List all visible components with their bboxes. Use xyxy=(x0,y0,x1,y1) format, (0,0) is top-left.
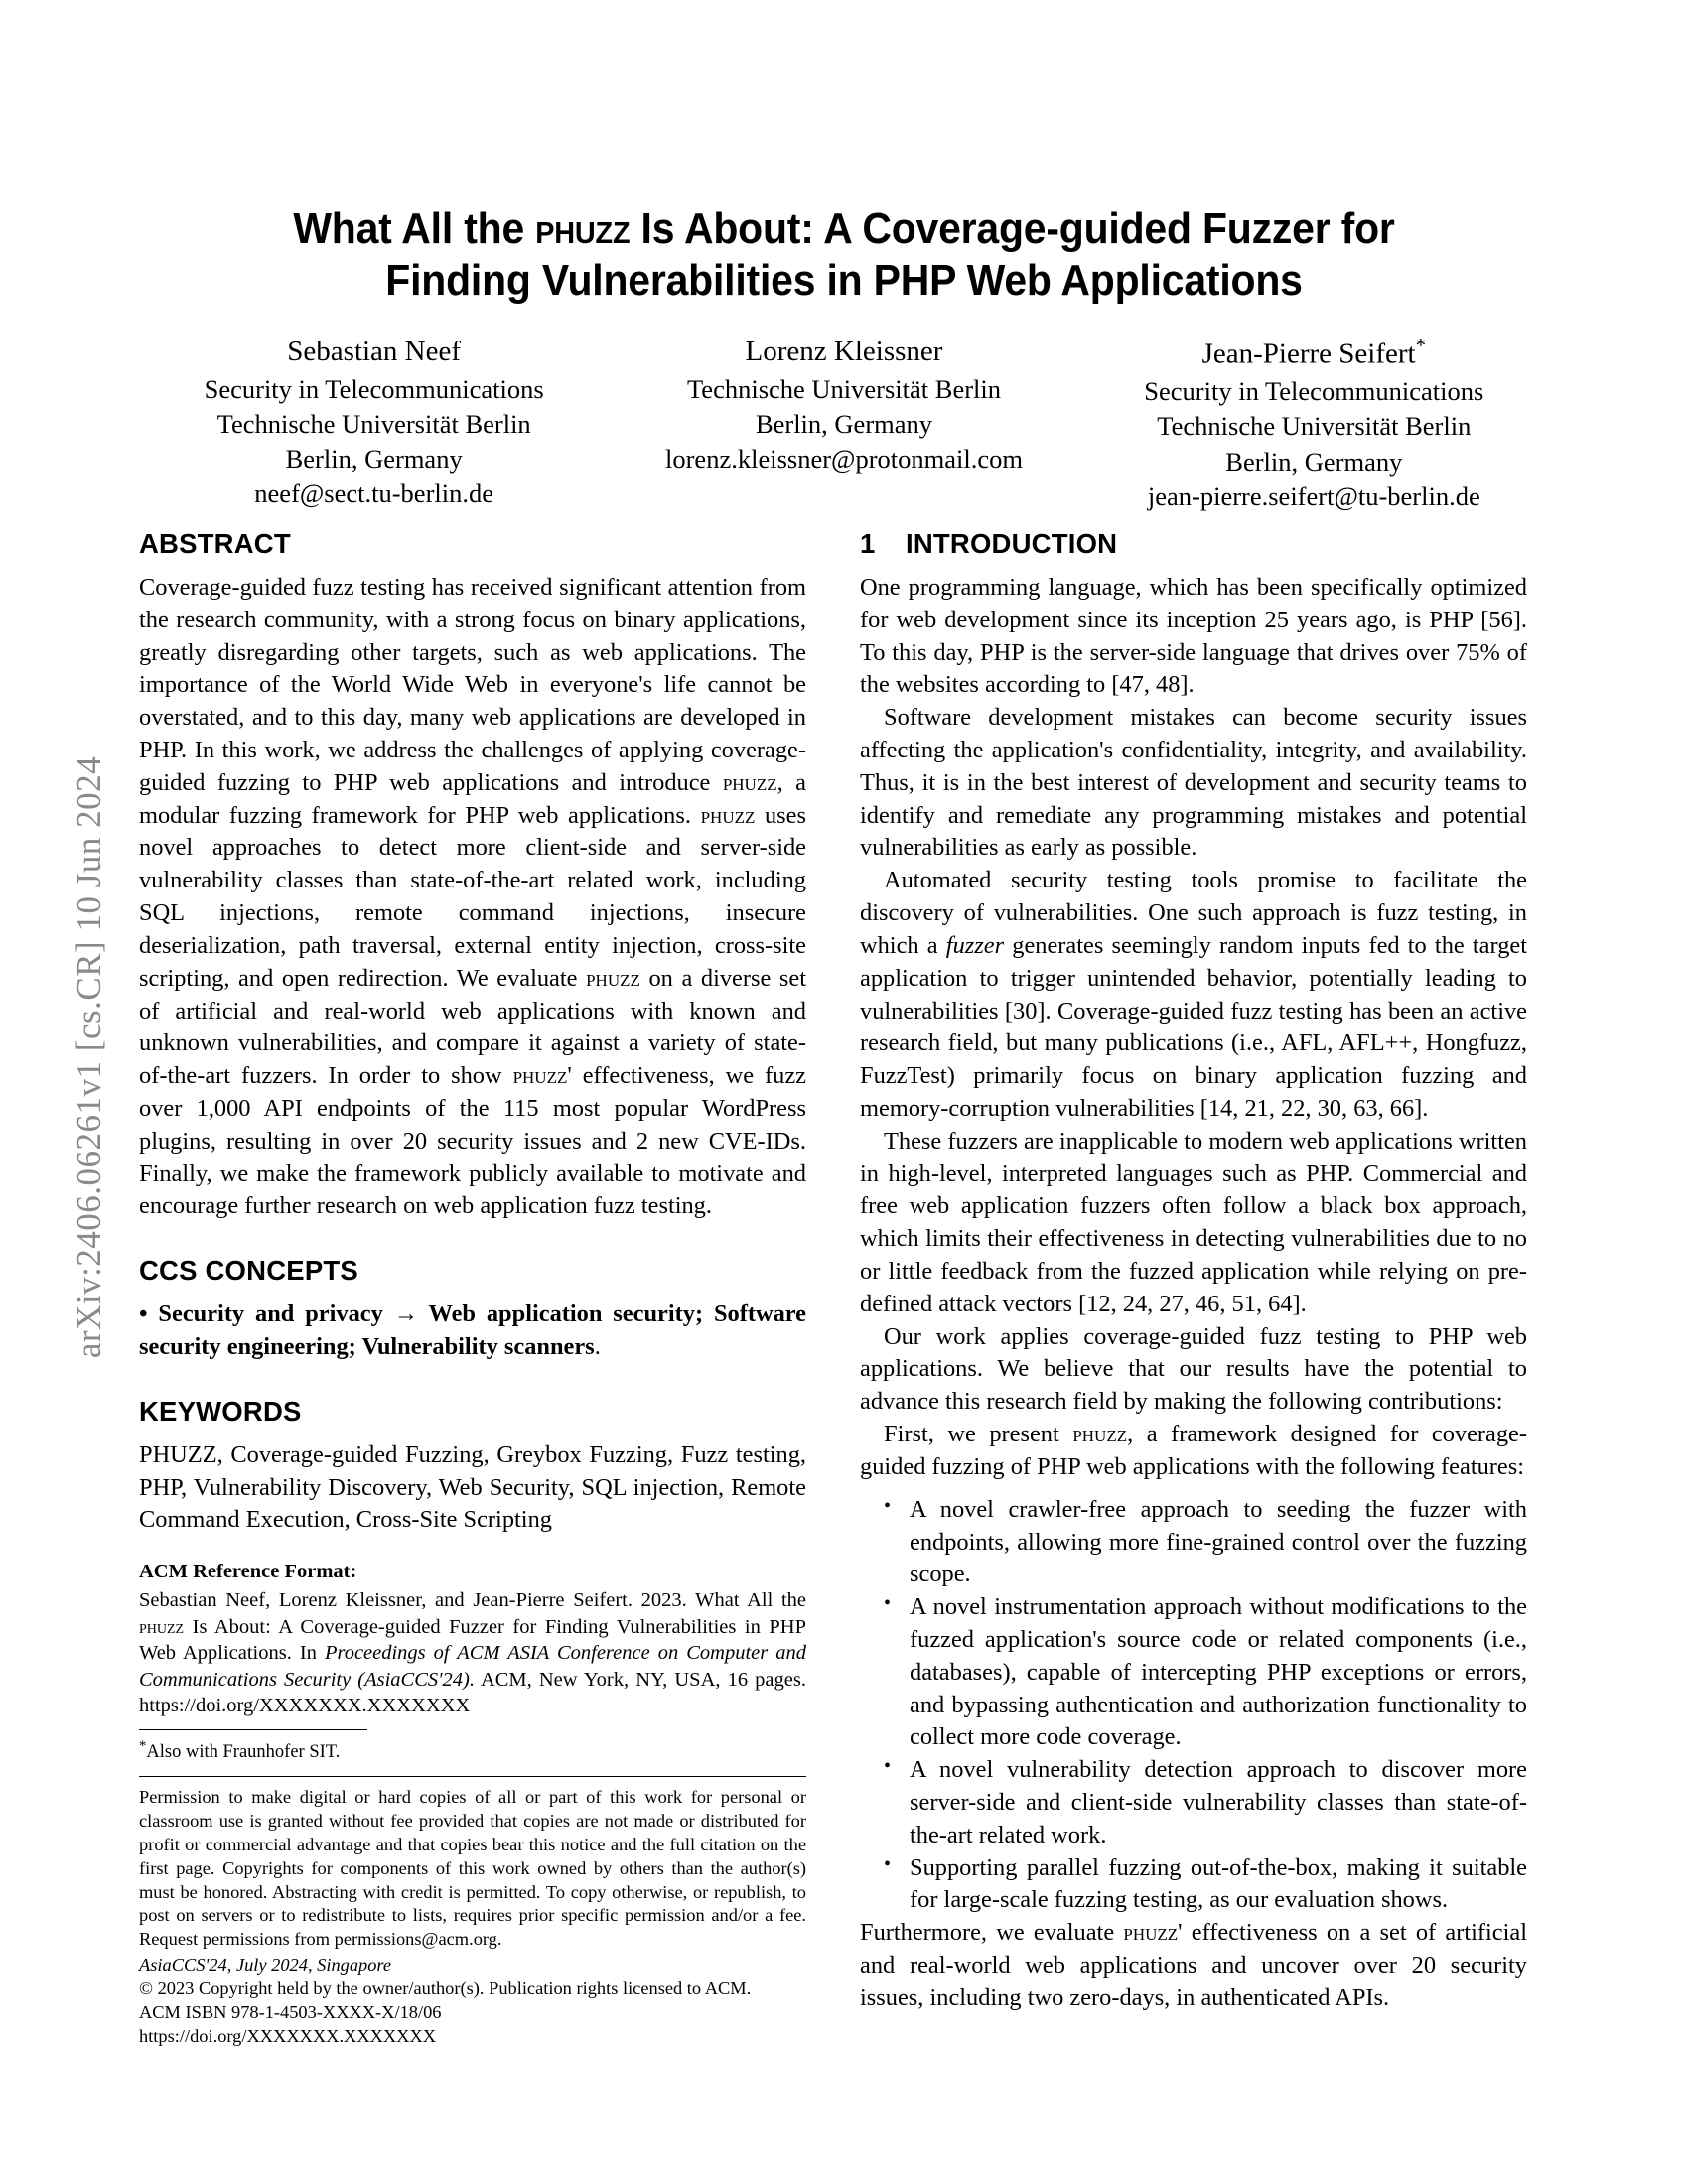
author-affiliation-2: Technische Universität Berlin xyxy=(1157,411,1472,442)
abstract-text-d: on a diverse set of artificial and real-world web applications with known and unknown vulnerabilities, and compare it against a variety of state-of-the-art fuzzers. In order to show xyxy=(139,964,806,1090)
footnote xyxy=(139,1737,806,1764)
intro-text-c: First, we present xyxy=(884,1421,1073,1448)
list-item xyxy=(884,1591,1527,1754)
abstract-heading: ABSTRACT xyxy=(139,528,291,559)
ccs-separator: ; xyxy=(348,1333,362,1361)
title-part-1: What All the xyxy=(293,205,536,253)
footnote-text: Also with Fraunhofer SIT. xyxy=(146,1742,341,1763)
ccs-concepts-body xyxy=(139,1298,806,1364)
permission-copyright: © 2023 Copyright held by the owner/author(s). Publication rights licensed to ACM. xyxy=(139,1978,752,1998)
author-column-3 xyxy=(1079,333,1549,514)
keywords-heading: KEYWORDS xyxy=(139,1395,302,1427)
intro-text-f: ' effectiveness on a set of artificial and real-world web applications and uncover over 20 security issues, including two zero-days, in authenticated APIs. xyxy=(860,1919,1527,2011)
title-smallcaps-phuzz: phuzz xyxy=(535,205,631,253)
abstract-text-c: uses novel approaches to detect more client-side and server-side vulnerability classes than state-of-the-art related work, including SQL injections, remote command injections, insecure deserialization, path traversal, external entity injection, cross-site scripting, and open redirection. We evaluate xyxy=(139,801,806,992)
permission-isbn: ACM ISBN 978-1-4503-XXXX-X/18/06 xyxy=(139,2001,442,2022)
title-part-2: Is About: A Coverage-guided Fuzzer for xyxy=(630,205,1395,253)
acm-reference-text-c: ACM, New York, NY, USA, 16 pages. https://doi.org/XXXXXXX.XXXXXXX xyxy=(139,1668,806,1717)
italic-fuzzer: fuzzer xyxy=(945,931,1005,959)
list-item-text: A novel crawler-free approach to seeding the fuzzer with endpoints, allowing more fine-grained control over the fuzzing scope. xyxy=(910,1495,1527,1588)
permission-body: Permission to make digital or hard copies of all or part of this work for personal or classroom use is granted without fee provided that copies are not made or distributed for profit or commercial advantage and that copies bear this notice and the full citation on the first page. Copyrights for components of this work owned by others than the author(s) must be honored. Abstracting with credit is permitted. To copy otherwise, or republish, to post on servers or to redistribute to lists, requires prior specific permission and/or a fee. Request permissions from permissions@acm.org. xyxy=(139,1787,806,1950)
acm-reference-text-b: Is About: A Coverage-guided Fuzzer for Finding Vulnerabilities in PHP Web Applications. In xyxy=(139,1615,806,1665)
smallcaps-phuzz: phuzz xyxy=(586,964,640,992)
intro-text-a: Automated security testing tools promise to facilitate the discovery of vulnerabilities. One such approach is fuzz testing, in which a xyxy=(860,867,1527,959)
author-name xyxy=(139,333,609,371)
introduction-heading xyxy=(860,526,1527,563)
abstract-paragraph xyxy=(139,572,806,1223)
page-title xyxy=(189,204,1500,307)
bullet-icon: • xyxy=(884,1494,892,1517)
intro-paragraph-6 xyxy=(860,1419,1527,1484)
acm-reference-format xyxy=(139,1559,806,1719)
right-column xyxy=(860,526,1527,2015)
intro-paragraph-4: These fuzzers are inapplicable to modern web applications written in high-level, interpreted languages such as PHP. Commercial and free web application fuzzers often follow a black box approach, which limits their effectiveness in detecting vulnerabilities due to no or little feedback from the fuzzed application while relying on pre-defined attack vectors [12, 24, 27, 46, 51, 64]. xyxy=(860,1127,1527,1317)
list-item-text: A novel instrumentation approach without modifications to the fuzzed application's source code or related components (i.e., databases), capable of intercepting PHP exceptions or errors, and bypassing authentication and authorization functionality to collect more code coverage. xyxy=(910,1593,1527,1751)
acm-reference-text-a: Sebastian Neef, Lorenz Kleissner, and Jean-Pierre Seifert. 2023. What All the xyxy=(139,1588,806,1611)
list-item xyxy=(884,1754,1527,1851)
keywords-body: PHUZZ, Coverage-guided Fuzzing, Greybox Fuzzing, Fuzz testing, PHP, Vulnerability Discovery, Web Security, SQL injection, Remote Command Execution, Cross-Site Scripting xyxy=(139,1440,806,1534)
list-item xyxy=(884,1852,1527,1918)
author-block xyxy=(139,333,1549,514)
author-email[interactable]: lorenz.kleissner@protonmail.com xyxy=(665,444,1023,475)
intro-text-e: Furthermore, we evaluate xyxy=(860,1919,1124,1947)
list-item-text: Supporting parallel fuzzing out-of-the-box, making it suitable for large-scale fuzzing testing, as our evaluation shows. xyxy=(910,1853,1527,1914)
intro-paragraph-2: Software development mistakes can become security issues affecting the application's confidentiality, integrity, and availability. Thus, it is in the best interest of development and security teams to identify and remediate any programming mistakes and potential vulnerabilities as early as possible. xyxy=(860,704,1527,862)
permission-venue: AsiaCCS'24, July 2024, Singapore xyxy=(139,1955,392,1976)
list-item-text: A novel vulnerability detection approach to discover more server-side and client-side vulnerability classes than state-of-the-art related work. xyxy=(910,1756,1527,1848)
author-email[interactable]: jean-pierre.seifert@tu-berlin.de xyxy=(1147,480,1480,511)
author-affiliation-2: Berlin, Germany xyxy=(755,408,933,439)
author-column-1 xyxy=(139,333,609,514)
bullet-icon: • xyxy=(884,1852,892,1875)
smallcaps-phuzz: phuzz xyxy=(1123,1919,1179,1947)
intro-text-b: generates seemingly random inputs fed to the target application to trigger unintended behavior, potentially leading to vulnerabilities [30]. Coverage-guided fuzz testing has been an active research field, but many publications (i.e., AFL, AFL++, Hongfuzz, FuzzTest) primarily focus on binary application fuzzing and memory-corruption vulnerabilities [14, 21, 22, 30, 63, 66]. xyxy=(860,931,1527,1122)
author-name-text: Sebastian Neef xyxy=(287,336,462,367)
ccs-term-2: Web application security xyxy=(428,1300,695,1328)
footnote-marker: * xyxy=(139,1738,147,1755)
intro-paragraph-7 xyxy=(860,1917,1527,2014)
arxiv-stamp-text: arXiv:2406.06261v1 [cs.CR] 10 Jun 2024 xyxy=(70,755,108,1359)
title-line-2: Finding Vulnerabilities in PHP Web Applications xyxy=(385,255,1303,305)
ccs-concepts-heading: CCS CONCEPTS xyxy=(139,1255,358,1287)
list-item xyxy=(884,1494,1527,1591)
author-email[interactable]: neef@sect.tu-berlin.de xyxy=(254,478,494,509)
intro-paragraph-5: Our work applies coverage-guided fuzz testing to PHP web applications. We believe that our results have the potential to advance this research field by making the following contributions: xyxy=(860,1322,1527,1416)
permission-block xyxy=(139,1786,806,2048)
permission-doi[interactable]: https://doi.org/XXXXXXX.XXXXXXX xyxy=(139,2025,437,2046)
abstract-text-e: ' effectiveness, we fuzz over 1,000 API endpoints of the 115 most popular WordPress plugins, resulting in over 20 security issues and 2 new CVE-IDs. Finally, we make the framework publicly available to motivate and encourage further research on web application fuzz testing. xyxy=(139,1062,806,1220)
author-name-text: Jean-Pierre Seifert xyxy=(1201,338,1416,370)
ccs-term-3: Software security engineering xyxy=(139,1300,806,1361)
permission-rule xyxy=(139,1776,806,1777)
acm-reference-heading: ACM Reference Format: xyxy=(139,1561,357,1583)
ccs-period: . xyxy=(594,1333,601,1361)
author-name xyxy=(1079,333,1549,373)
smallcaps-phuzz: phuzz xyxy=(722,768,777,796)
section-number: 1 xyxy=(860,528,876,559)
abstract-text-a: Coverage-guided fuzz testing has received significant attention from the research community, with a strong focus on binary applications, greatly disregarding other targets, such as web applications. The importance of the World Wide Web in everyone's life cannot be overstated, and to this day, many web applications are developed in PHP. In this work, we address the challenges of applying coverage-guided fuzzing to PHP web applications and introduce xyxy=(139,573,806,796)
author-affiliation-1: Security in Telecommunications xyxy=(204,373,544,404)
title-block xyxy=(139,204,1549,307)
ccs-bullet-glyph: • xyxy=(139,1300,148,1328)
smallcaps-phuzz: phuzz xyxy=(1072,1421,1128,1448)
smallcaps-phuzz: phuzz xyxy=(139,1615,185,1638)
ccs-term-1: Security and privacy xyxy=(147,1300,383,1328)
abstract-text-b: , a modular fuzzing framework for PHP web applications. xyxy=(139,768,806,829)
author-affiliation-2: Technische Universität Berlin xyxy=(216,408,531,439)
author-column-2 xyxy=(609,333,1078,514)
author-affiliation-1: Technische Universität Berlin xyxy=(686,373,1002,404)
intro-text-d: , a framework designed for coverage-guided fuzzing of PHP web applications with the following features: xyxy=(860,1421,1527,1480)
left-column xyxy=(139,526,806,2048)
footnote-rule xyxy=(139,1729,367,1730)
author-name xyxy=(609,333,1078,371)
intro-paragraph-1: One programming language, which has been specifically optimized for web development since its inception 25 years ago, is PHP [56]. To this day, PHP is the server-side language that drives over 75% of the websites according to [47, 48]. xyxy=(860,573,1527,699)
author-name-text: Lorenz Kleissner xyxy=(745,336,943,367)
bullet-icon: • xyxy=(884,1755,892,1778)
author-location: Berlin, Germany xyxy=(285,444,463,475)
author-affiliation-1: Security in Telecommunications xyxy=(1144,376,1484,407)
contributions-list xyxy=(860,1494,1527,1918)
ccs-separator: ; xyxy=(694,1300,714,1328)
author-footnote-marker: * xyxy=(1415,334,1427,357)
ccs-term-4: Vulnerability scanners xyxy=(361,1333,595,1361)
author-location: Berlin, Germany xyxy=(1225,446,1403,477)
arrow-icon: → xyxy=(382,1300,429,1328)
intro-paragraph-3 xyxy=(860,865,1527,1126)
smallcaps-phuzz: phuzz xyxy=(700,801,756,829)
section-title: INTRODUCTION xyxy=(906,528,1118,559)
acm-reference-proceedings: Proceedings of ACM ASIA Conference on Computer and Communications Security (AsiaCCS'24). xyxy=(139,1642,807,1691)
bullet-icon: • xyxy=(884,1592,892,1615)
smallcaps-phuzz: phuzz xyxy=(512,1062,568,1090)
